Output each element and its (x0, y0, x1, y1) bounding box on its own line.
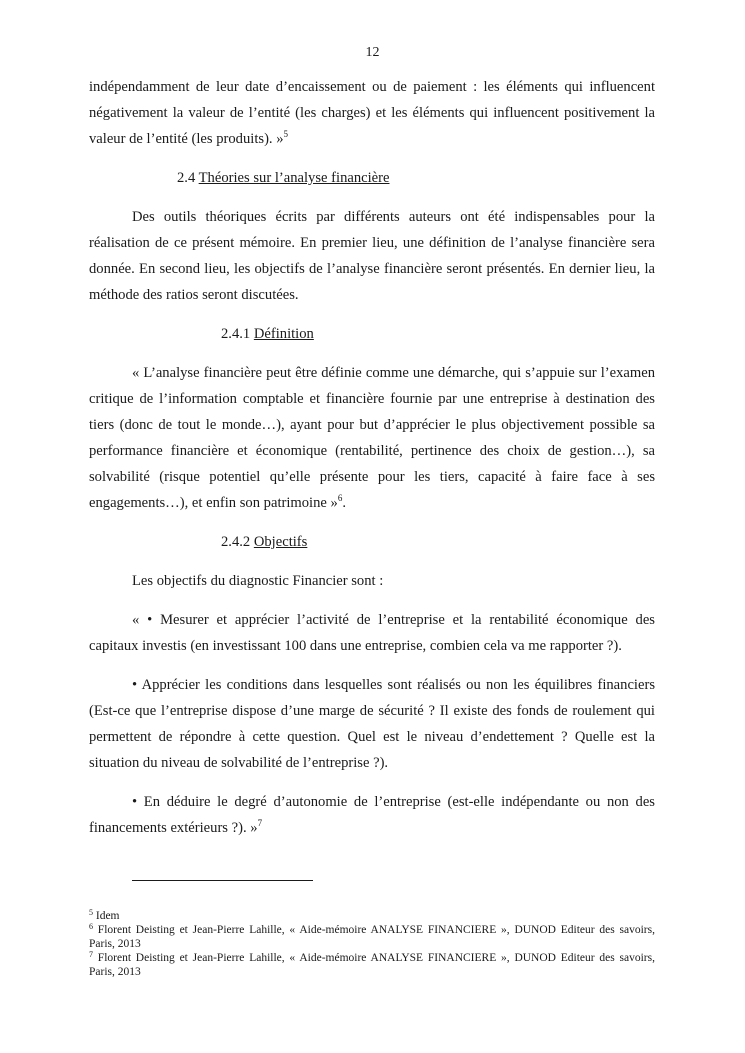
footnote-text: Florent Deisting et Jean-Pierre Lahille, « Aide-mémoire ANALYSE FINANCIERE », DUNOD Editeur des savoirs, Paris, 2013 (89, 952, 655, 978)
footnote-5 (89, 909, 655, 923)
footnote-separator (132, 880, 313, 881)
section-number: 2.4.2 (221, 534, 251, 550)
footnote-number: 6 (89, 922, 93, 931)
objectif-item-3-text: • En déduire le degré d’autonomie de l’entreprise (est-elle indépendante ou non des financements extérieurs ?). » (89, 794, 655, 836)
continuation-text: indépendamment de leur date d’encaissement ou de paiement : les éléments qui influencent négativement la valeur de l’entité (les charges) et les éléments qui influencent positivement la valeur de l’entité (les produits). » (89, 79, 655, 147)
section-number: 2.4 (177, 170, 196, 186)
continuation-paragraph (89, 74, 655, 152)
footnote-6 (89, 923, 655, 951)
section-title: Théories sur l’analyse financière (198, 170, 390, 186)
footnotes (89, 909, 655, 979)
section-number: 2.4.1 (221, 326, 251, 342)
section-heading-2-4 (89, 165, 655, 191)
definition-paragraph (89, 360, 655, 516)
footnote-ref-6[interactable]: 6 (337, 493, 343, 503)
footnote-ref-7[interactable]: 7 (257, 818, 263, 828)
section-title: Objectifs (253, 534, 308, 550)
footnote-7 (89, 951, 655, 979)
body-text (89, 74, 655, 841)
definition-text: « L’analyse financière peut être définie comme une démarche, qui s’appuie sur l’examen critique de l’information comptable et financière fournie par une entreprise à destination des tiers (donc de tout le monde…), ayant pour but d’apprécier le plus objectivement possible sa performance financière et économique (rentabilité, pertinence des choix de gestion…), sa solvabilité (risque potentiel qu’elle présente pour les tiers, capacité à faire face à ses engagements…), et enfin son patrimoine » (89, 365, 655, 511)
objectif-item-2: • Apprécier les conditions dans lesquelles sont réalisés ou non les équilibres financiers (Est-ce que l’entreprise dispose d’une marge de sécurité ? Il existe des fonds de roulement qui permettent de répondre à cette question. Quel est le niveau d’endettement ? Quelle est la situation du niveau de solvabilité de l’entreprise ?). (89, 677, 655, 771)
footnote-number: 7 (89, 950, 93, 959)
intro-paragraph: Des outils théoriques écrits par différents auteurs ont été indispensables pour la réalisation de ce présent mémoire. En premier lieu, une définition de l’analyse financière sera donnée. En second lieu, les objectifs de l’analyse financière seront présentés. En dernier lieu, la méthode des ratios seront discutées. (89, 209, 655, 303)
objectifs-intro-paragraph: Les objectifs du diagnostic Financier sont : (132, 573, 384, 589)
definition-end: . (342, 495, 346, 511)
footnote-text: Florent Deisting et Jean-Pierre Lahille, « Aide-mémoire ANALYSE FINANCIERE », DUNOD Editeur des savoirs, Paris, 2013 (89, 924, 655, 950)
objectif-item-3 (89, 789, 655, 841)
footnote-number: 5 (89, 908, 93, 917)
section-heading-2-4-2 (89, 529, 655, 555)
footnote-text: Idem (93, 910, 120, 922)
section-title: Définition (253, 326, 314, 342)
page-number: 12 (365, 45, 380, 60)
footnote-ref-5[interactable]: 5 (283, 129, 289, 139)
objectif-item-1: « • Mesurer et apprécier l’activité de l’entreprise et la rentabilité économique des capitaux investis (en investissant 100 dans une entreprise, combien cela va me rapporter ?). (89, 612, 655, 654)
section-heading-2-4-1 (89, 321, 655, 347)
